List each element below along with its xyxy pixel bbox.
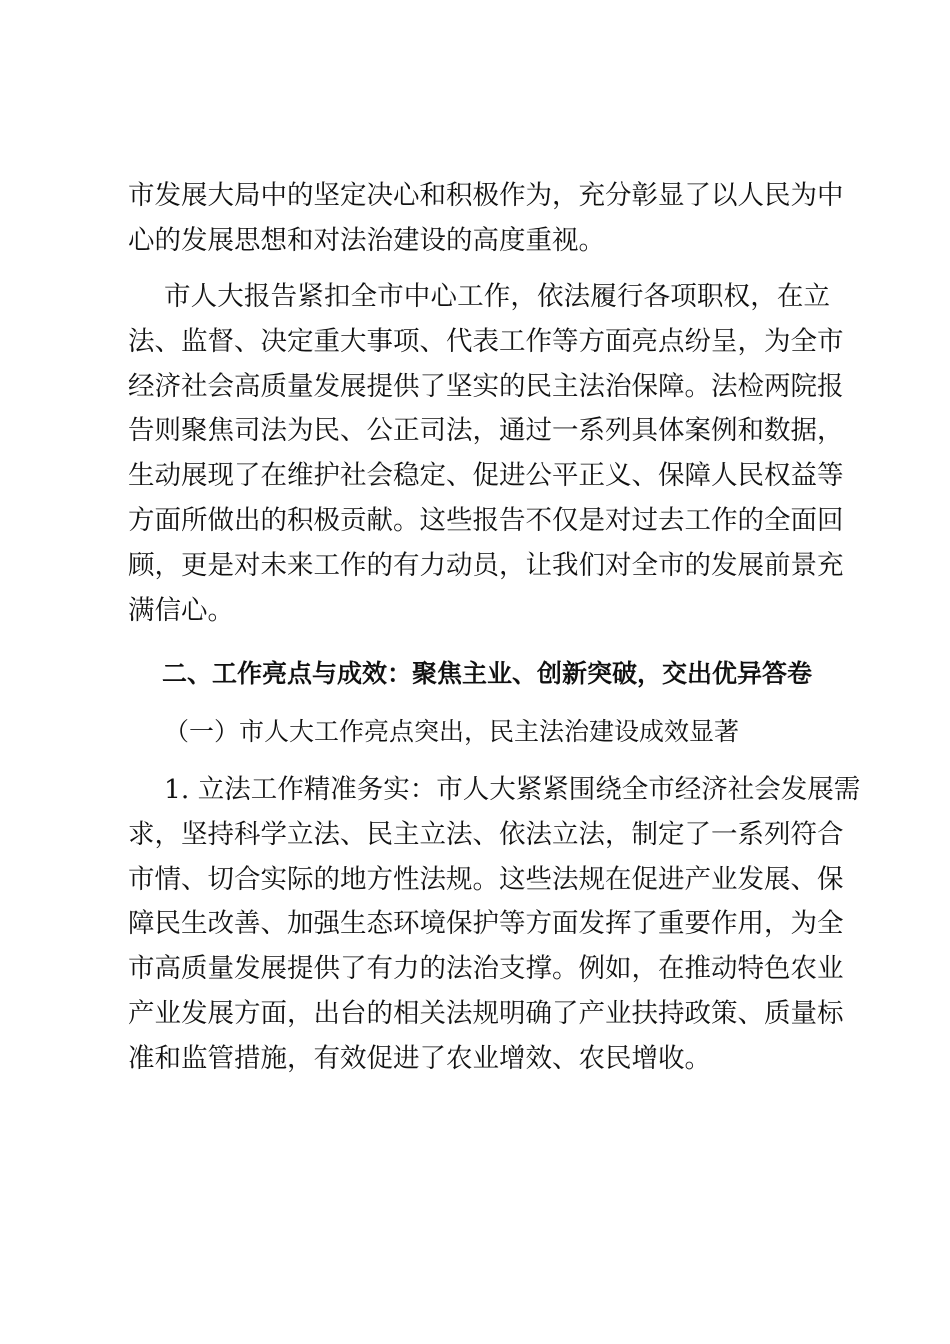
text-line: 求，坚持科学立法、民主立法、依法立法，制定了一系列符合 xyxy=(128,818,844,850)
text-line: 障民生改善、加强生态环境保护等方面发挥了重要作用，为全 xyxy=(128,908,844,940)
text-line: 顾，更是对未来工作的有力动员，让我们对全市的发展前景充 xyxy=(128,549,844,581)
subsection-heading xyxy=(128,710,830,754)
paragraph-2 xyxy=(128,275,844,633)
paragraph-3 xyxy=(128,768,861,1082)
text-line: 满信心。 xyxy=(128,594,234,626)
section-heading xyxy=(128,652,830,696)
paragraph-1 xyxy=(128,174,844,264)
text-line: 市人大报告紧扣全市中心工作，依法履行各项职权，在立 xyxy=(164,281,830,312)
section-heading-text: 二、工作亮点与成效：聚焦主业、创新突破，交出优异答卷 xyxy=(162,659,813,688)
text-line: 产业发展方面，出台的相关法规明确了产业扶持政策、质量标 xyxy=(128,997,844,1029)
text-line: 心的发展思想和对法治建设的高度重视。 xyxy=(128,224,605,256)
text-line: 市发展大局中的坚定决心和积极作为，充分彰显了以人民为中 xyxy=(128,180,844,211)
text-line: 准和监管措施，有效促进了农业增效、农民增收。 xyxy=(128,1042,711,1074)
text-line: 市情、切合实际的地方性法规。这些法规在促进产业发展、保 xyxy=(128,863,844,895)
subsection-heading-text: （一）市人大工作亮点突出，民主法治建设成效显著 xyxy=(164,717,740,746)
text-line: 方面所做出的积极贡献。这些报告不仅是对过去工作的全面回 xyxy=(128,504,844,536)
text-line: 1. 立法工作精准务实：市人大紧紧围绕全市经济社会发展需 xyxy=(164,774,861,805)
text-line: 经济社会高质量发展提供了坚实的民主法治保障。法检两院报 xyxy=(128,370,844,402)
text-line: 生动展现了在维护社会稳定、促进公平正义、保障人民权益等 xyxy=(128,460,844,492)
text-line: 告则聚焦司法为民、公正司法，通过一系列具体案例和数据， xyxy=(128,415,844,447)
text-line: 市高质量发展提供了有力的法治支撑。例如，在推动特色农业 xyxy=(128,953,844,985)
text-line: 法、监督、决定重大事项、代表工作等方面亮点纷呈，为全市 xyxy=(128,325,844,357)
